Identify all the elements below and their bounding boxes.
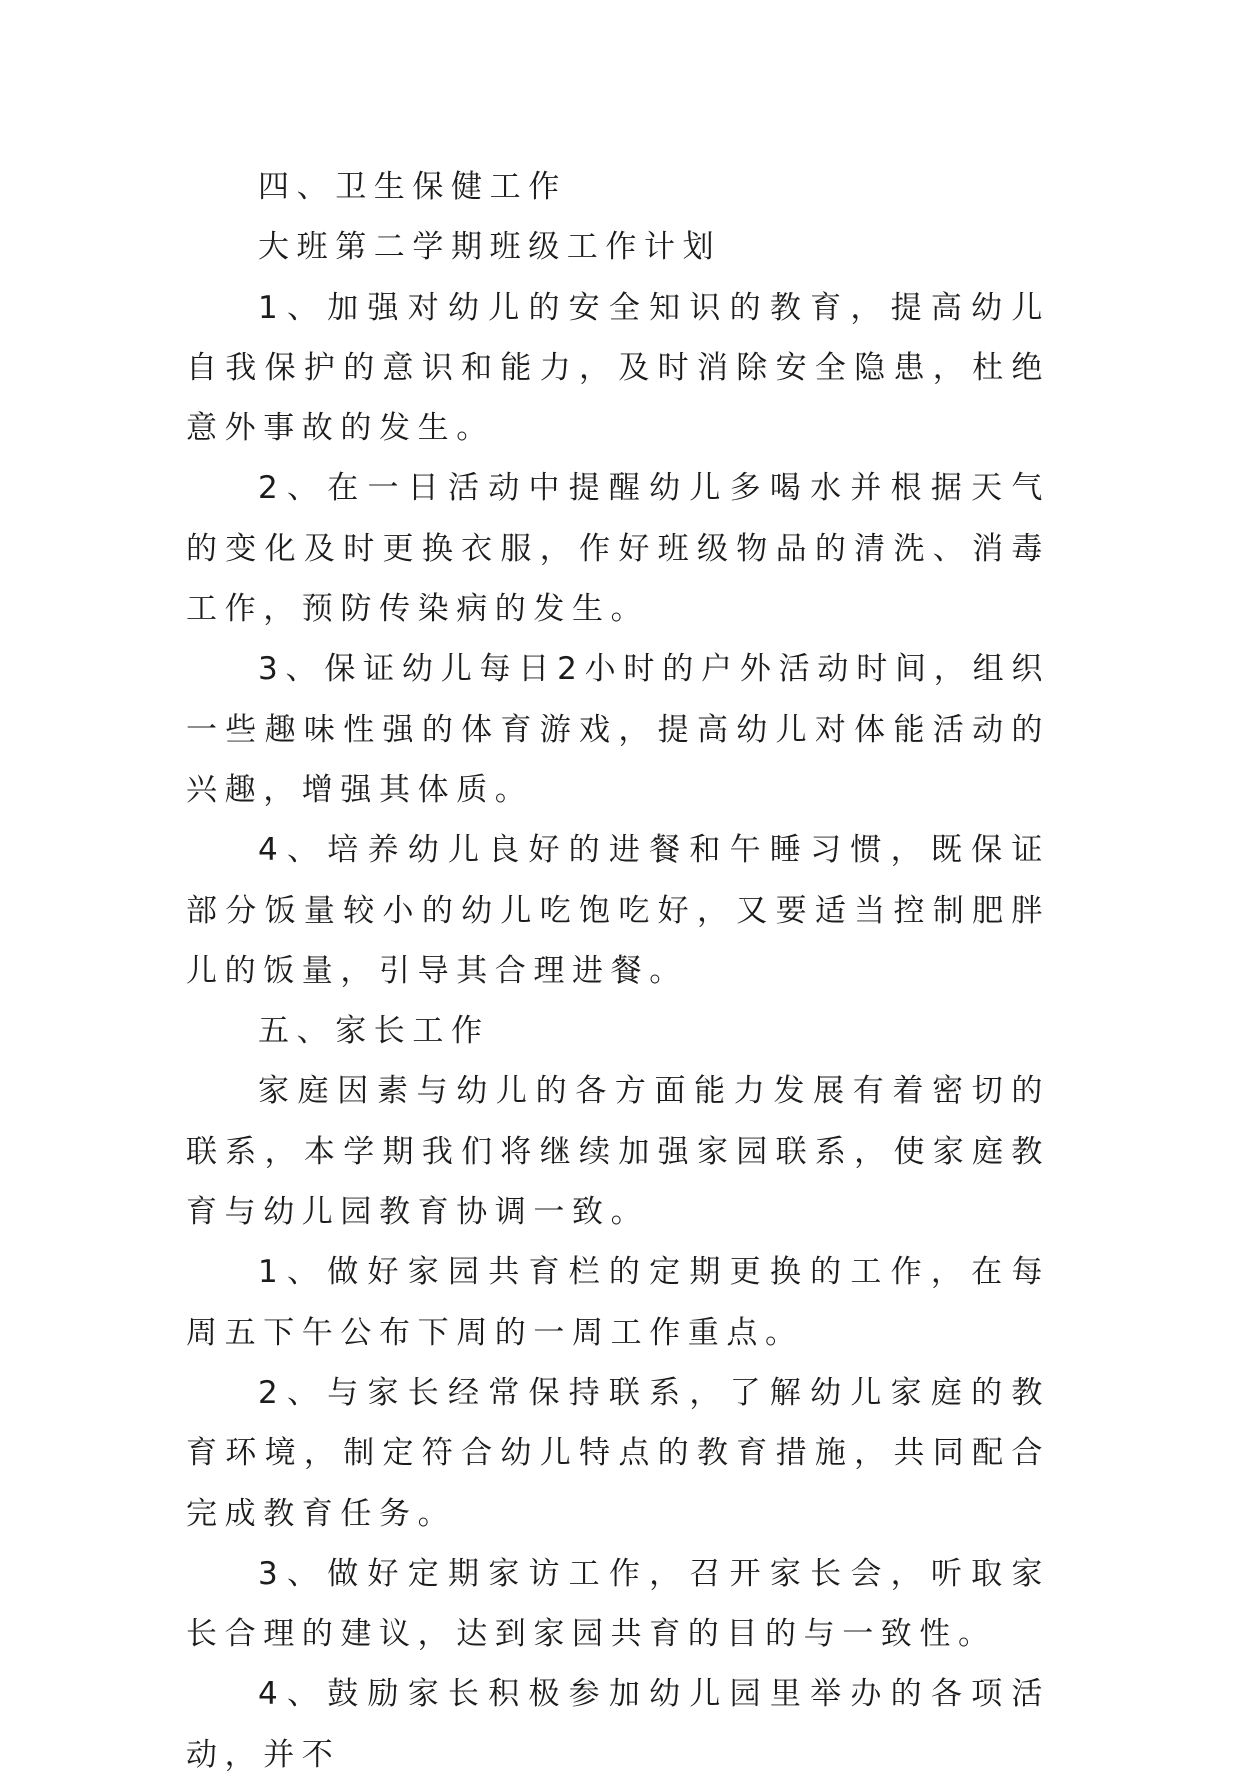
paragraph-activities: 4、鼓励家长积极参加幼儿园里举办的各项活动，并不 [186,1676,1050,1773]
section-heading-hygiene: 四、卫生保健工作 [258,169,567,205]
section-heading-parents: 五、家长工作 [258,1013,490,1050]
paragraph-meals: 4、培养幼儿良好的进餐和午睡习惯，既保证部分饭量较小的幼儿吃饱吃好，又要适当控制肥胖儿的饭量，引导其合理进餐。 [186,832,1050,989]
paragraph-outdoor: 3、保证幼儿每日2小时的户外活动时间，组织一些趣味性强的体育游戏，提高幼儿对体能活动的兴趣，增强其体质。 [186,651,1050,808]
document-body [186,157,1050,1785]
document-subtitle: 大班第二学期班级工作计划 [258,229,722,266]
paragraph-family-intro: 家庭因素与幼儿的各方面能力发展有着密切的联系，本学期我们将继续加强家园联系，使家庭教育与幼儿园教育协调一致。 [186,1073,1050,1231]
paragraph-home-visit: 3、做好定期家访工作，召开家长会，听取家长合理的建议，达到家园共育的目的与一致性。 [186,1555,1050,1653]
paragraph-safety: 1、加强对幼儿的安全知识的教育，提高幼儿自我保护的意识和能力，及时消除安全隐患，杜绝意外事故的发生。 [186,289,1050,447]
paragraph-hydration: 2、在一日活动中提醒幼儿多喝水并根据天气的变化及时更换衣服，作好班级物品的清洗、消毒工作，预防传染病的发生。 [186,470,1050,628]
paragraph-contact: 2、与家长经常保持联系，了解幼儿家庭的教育环境，制定符合幼儿特点的教育措施，共同配合完成教育任务。 [186,1374,1050,1532]
paragraph-board: 1、做好家园共育栏的定期更换的工作，在每周五下午公布下周的一周工作重点。 [186,1254,1050,1351]
